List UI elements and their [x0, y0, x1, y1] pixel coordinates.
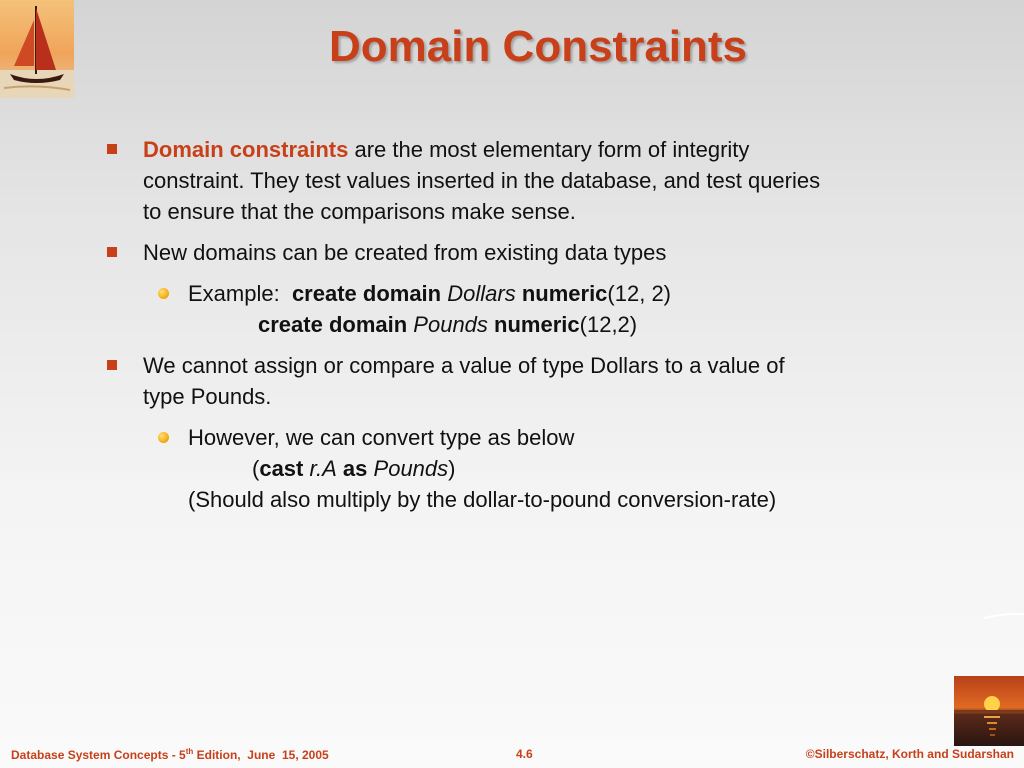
decorative-sweep: [984, 606, 1024, 612]
domain-name: Dollars: [447, 281, 516, 306]
sub-bullet-example: [106, 278, 936, 340]
bullet-note: (Should also multiply by the dollar-to-pound conversion-rate): [188, 487, 777, 512]
bullet-domain-constraints: [106, 134, 936, 227]
bullet-new-domains: [106, 237, 936, 268]
keyword: numeric: [494, 312, 580, 337]
keyword: numeric: [521, 281, 608, 306]
bullet-text: New domains can be created from existing data types: [143, 240, 667, 265]
cast-expression: r.A: [309, 456, 337, 481]
page-number: 4.6: [516, 747, 533, 761]
type-args: (12,2): [579, 312, 638, 337]
bullet-text: type Pounds.: [143, 384, 272, 409]
domain-name: Pounds: [413, 312, 488, 337]
sub-bullet-cast: [106, 422, 936, 515]
bullet-assign-compare: [106, 350, 936, 412]
square-bullet-icon: [107, 247, 117, 257]
footer-copyright: ©Silberschatz, Korth and Sudarshan: [805, 747, 1014, 761]
example-label: Example:: [188, 281, 292, 306]
term-highlight: Domain constraints: [143, 137, 349, 162]
slide-body: [106, 134, 936, 525]
round-bullet-icon: [158, 288, 169, 299]
cast-type: Pounds: [373, 456, 449, 481]
keyword: create domain: [258, 312, 408, 337]
footer-book-info: Database System Concepts - 5th Edition, June 15, 2005: [11, 747, 329, 762]
slide-footer: [0, 744, 1024, 768]
sunset-image: [954, 676, 1024, 746]
slide-title: Domain Constraints: [328, 22, 748, 71]
bullet-text: However, we can convert type as below: [188, 425, 575, 450]
round-bullet-icon: [158, 432, 169, 443]
keyword: as: [342, 456, 368, 481]
cast-open: (: [252, 456, 260, 481]
bullet-text: constraint. They test values inserted in the database, and test queries: [143, 168, 821, 193]
keyword: cast: [259, 456, 304, 481]
keyword: create domain: [291, 281, 442, 306]
type-args: (12, 2): [607, 281, 672, 306]
bullet-text: are the most elementary form of integrity: [348, 137, 750, 162]
square-bullet-icon: [107, 144, 117, 154]
bullet-text: to ensure that the comparisons make sense.: [143, 199, 576, 224]
cast-close: ): [448, 456, 456, 481]
square-bullet-icon: [107, 360, 117, 370]
bullet-text: We cannot assign or compare a value of type Dollars to a value of: [143, 353, 785, 378]
